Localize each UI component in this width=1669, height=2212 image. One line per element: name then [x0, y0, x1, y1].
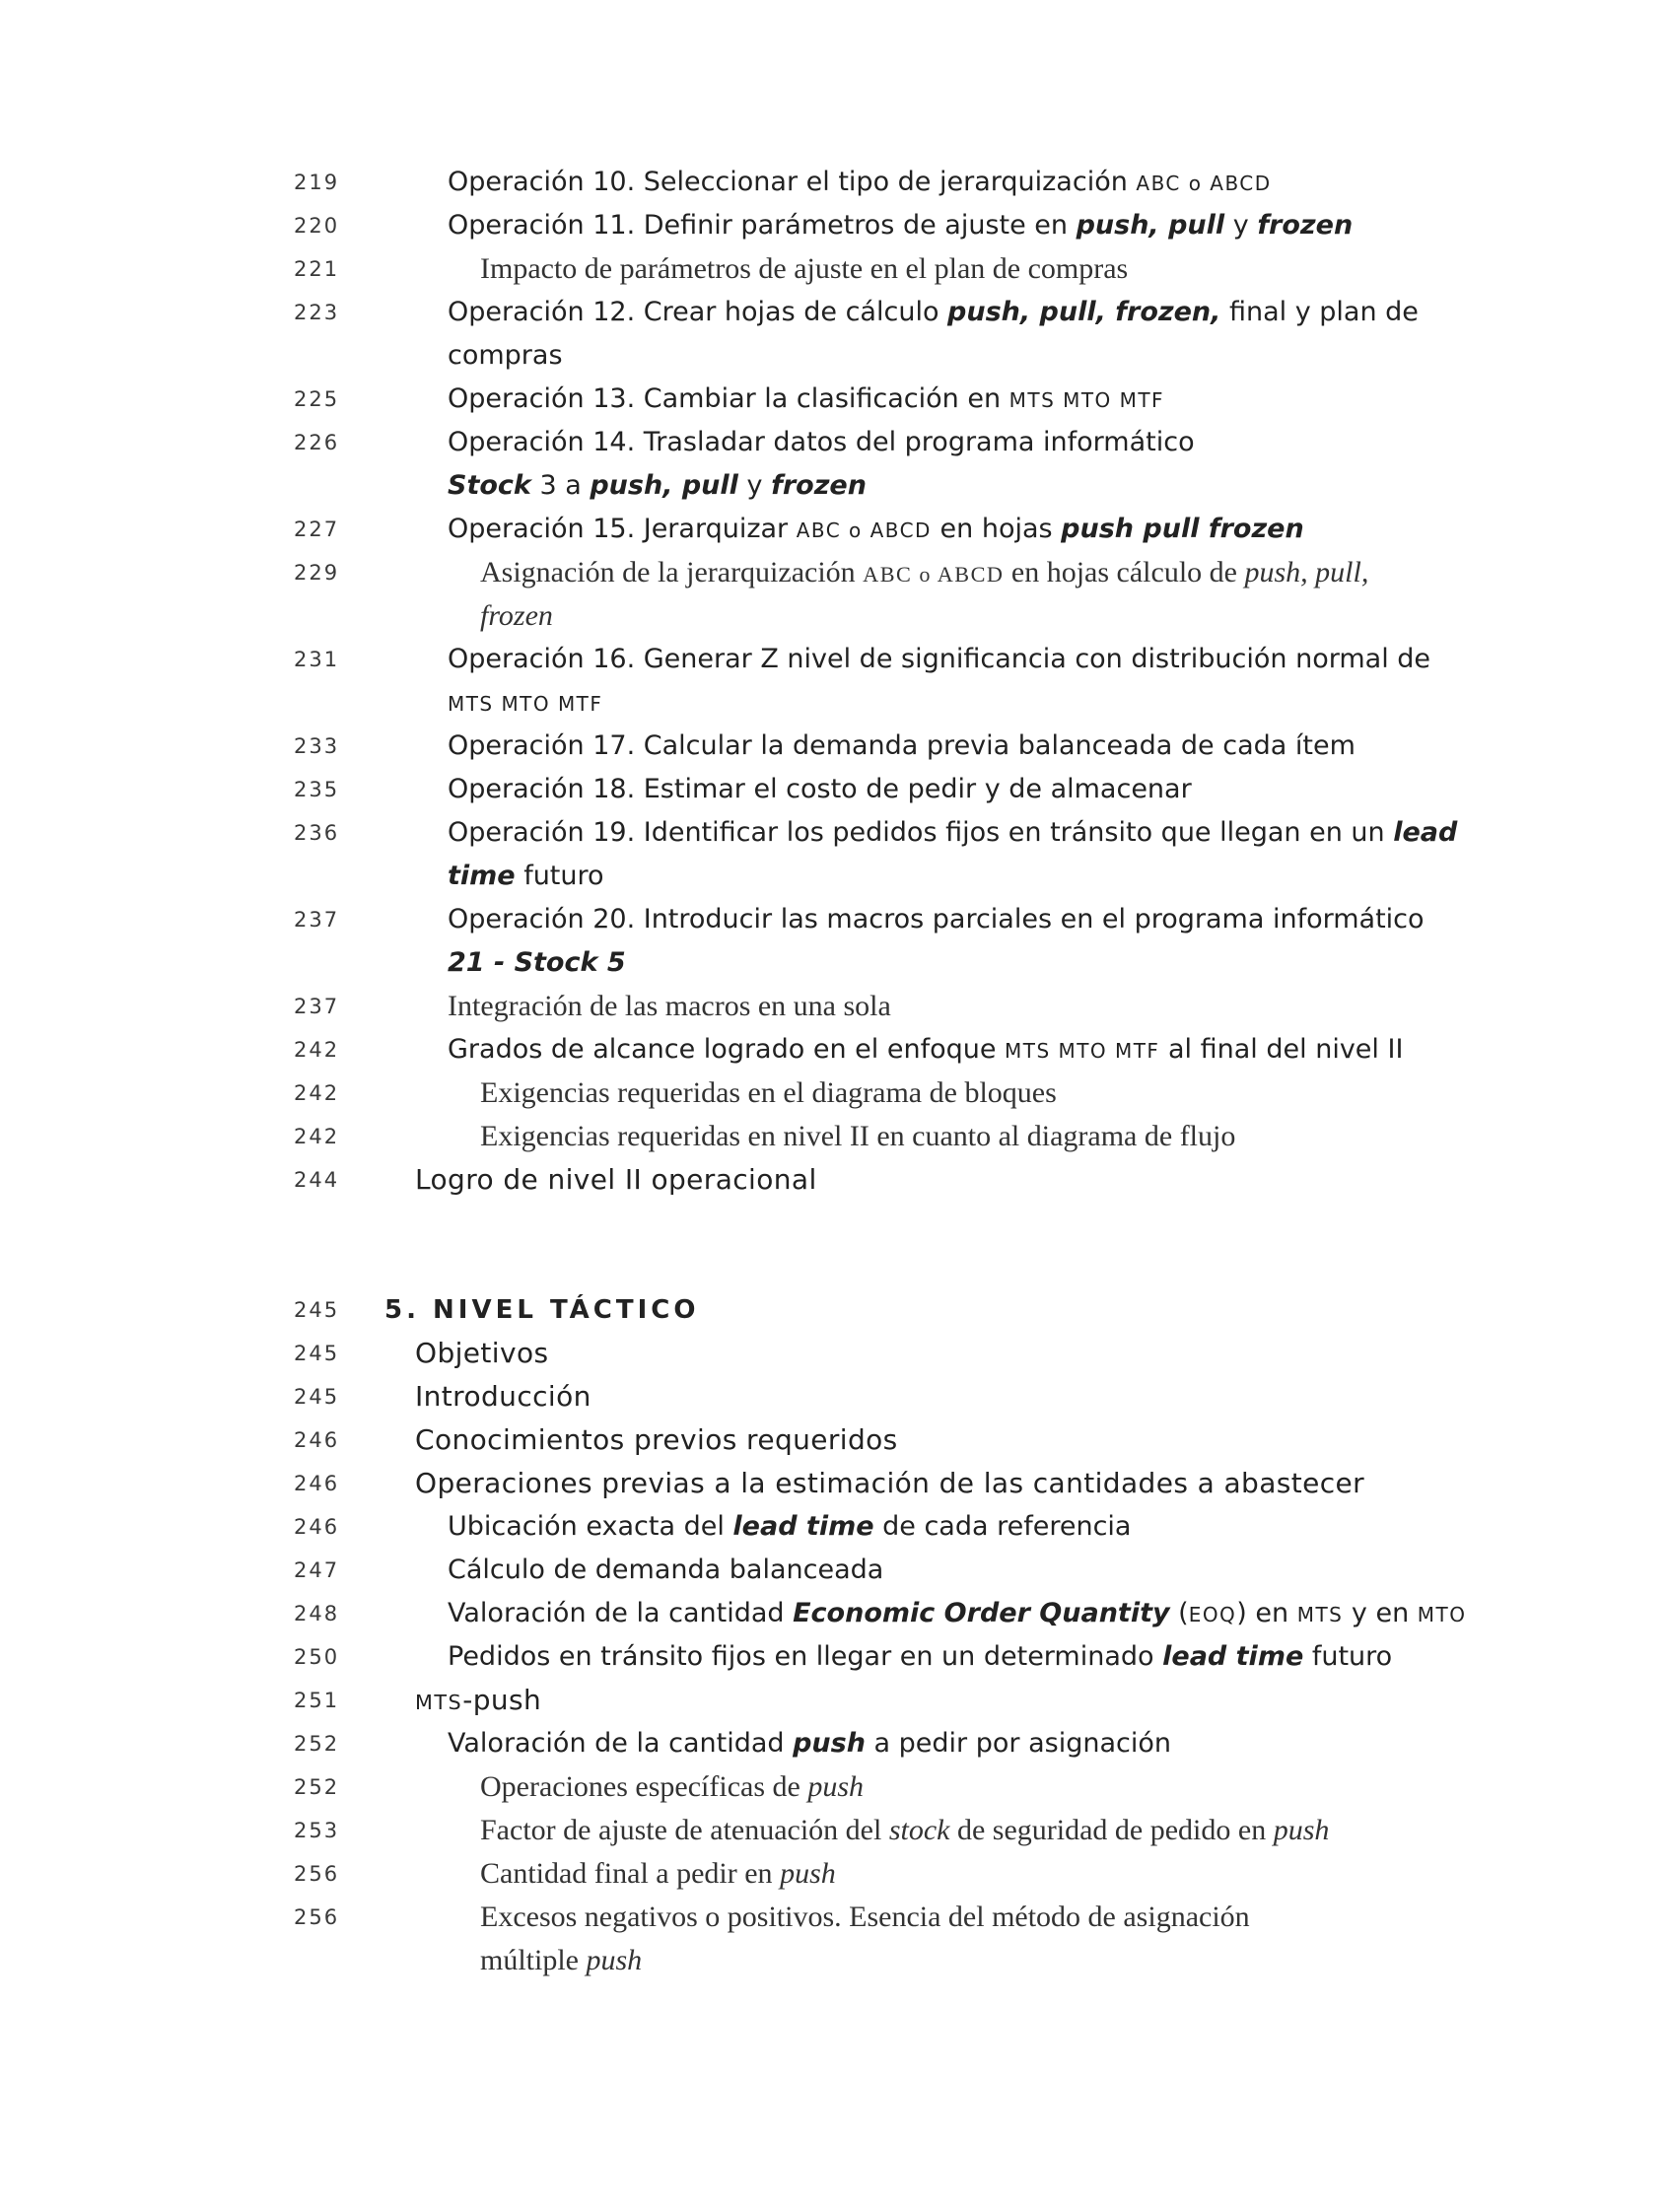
toc-page-number: 256 [294, 1905, 340, 1929]
toc-entry [0, 1375, 1669, 1418]
toc-text-segment: Operaciones previas a la estimación de las cantidades a abastecer [415, 1467, 1365, 1499]
toc-entry-title [448, 378, 1164, 422]
toc-text-segment: push, pull [590, 470, 738, 501]
toc-entry [0, 1288, 1669, 1332]
toc-text-segment: Stock [448, 470, 531, 501]
toc-entry-title [480, 1896, 1250, 1939]
toc-page-number: 219 [294, 171, 340, 194]
toc-page-number: 246 [294, 1472, 340, 1495]
toc-text-segment: Cantidad final a pedir en [480, 1857, 781, 1890]
toc-text-segment: lead [1393, 817, 1458, 848]
toc-text-segment: Operación 12. Crear hojas de cálculo [448, 297, 948, 327]
toc-entry [0, 1549, 1669, 1592]
toc-text-segment: MTS MTO MTF [1008, 388, 1165, 412]
toc-page-number: 226 [294, 431, 340, 454]
toc-entry-title [448, 508, 1304, 552]
toc-entry-title [480, 1852, 836, 1896]
toc-entry [0, 1722, 1669, 1765]
toc-text-segment: de seguridad de pedido en [949, 1814, 1274, 1846]
toc-entry [0, 1462, 1669, 1505]
toc-entry-title [448, 638, 1430, 681]
toc-entry-title [480, 1071, 1057, 1115]
toc-page-number: 235 [294, 778, 340, 801]
toc-entry [0, 985, 1669, 1028]
toc-text-segment: stock [888, 1814, 950, 1846]
toc-entry-title [448, 464, 867, 508]
toc-page-number: 242 [294, 1038, 340, 1062]
toc-text-segment: Cálculo de demanda balanceada [448, 1555, 884, 1585]
toc-text-segment: Operación 20. Introducir las macros parciales en el programa informático [448, 904, 1425, 934]
toc-entry-title [480, 247, 1128, 291]
toc-text-segment: Operación 15. Jerarquizar [448, 514, 797, 544]
toc-text-segment: Operación 10. Seleccionar el tipo de jerarquización [448, 167, 1137, 197]
toc-text-segment: futuro [1303, 1641, 1393, 1672]
toc-text-segment: y [1224, 210, 1258, 241]
toc-text-segment: MTO [1417, 1603, 1467, 1626]
toc-page-number: 229 [294, 561, 340, 585]
toc-page-number: 237 [294, 995, 340, 1018]
toc-text-segment: ABC [1136, 172, 1181, 195]
toc-text-segment: EOQ [1188, 1603, 1237, 1626]
toc-text-segment: en hojas [931, 514, 1062, 544]
toc-page-number: 231 [294, 648, 340, 671]
toc-text-segment: Logro de nivel II operacional [415, 1163, 817, 1196]
toc-text-segment: ) en [1236, 1598, 1297, 1628]
toc-text-segment: frozen [1257, 210, 1354, 241]
toc-entry [0, 1896, 1669, 1976]
toc-entry-title [448, 898, 1425, 941]
toc-text-segment: lead time [1162, 1641, 1304, 1672]
toc-text-segment: 3 a [530, 470, 591, 501]
toc-entry [0, 1028, 1669, 1071]
toc-text-segment: -push [462, 1684, 542, 1716]
toc-text-segment: compras [448, 340, 563, 371]
toc-page-number: 248 [294, 1602, 340, 1625]
toc-entry [0, 291, 1669, 371]
toc-text-segment: frozen [771, 470, 867, 501]
toc-entry-title [448, 1635, 1392, 1679]
toc-entry-title [448, 1722, 1171, 1765]
toc-text-segment: Economic Order Quantity [793, 1598, 1170, 1628]
toc-text-segment: push [586, 1944, 643, 1976]
toc-page-number: 242 [294, 1125, 340, 1148]
toc-text-segment: MTS [415, 1691, 463, 1714]
toc-text-segment: ABC o ABCD [863, 562, 1005, 587]
toc-entry-title [448, 681, 602, 726]
toc-page-number: 245 [294, 1298, 340, 1322]
toc-text-segment: time [448, 861, 516, 891]
toc-text-segment: Ubicación exacta del [448, 1511, 733, 1542]
toc-text-segment: push [807, 1770, 865, 1803]
toc-page-number: 227 [294, 518, 340, 541]
toc-page-number: 247 [294, 1558, 340, 1582]
toc-text-segment: Exigencias requeridas en nivel II en cuanto al diagrama de flujo [480, 1120, 1236, 1152]
toc-entry-title [448, 941, 626, 985]
toc-text-segment: Valoración de la cantidad [448, 1728, 794, 1759]
toc-text-segment: Asignación de la jerarquización [480, 556, 864, 588]
toc-entry-title [448, 1028, 1403, 1072]
toc-entry [0, 247, 1669, 291]
toc-text-segment: push, pull, [1244, 556, 1369, 588]
toc-entry [0, 638, 1669, 716]
toc-text-segment: y en [1343, 1598, 1418, 1628]
toc-entry-title [448, 725, 1356, 768]
toc-text-segment: en hojas cálculo de [1004, 556, 1245, 588]
toc-entry-title [448, 1549, 883, 1592]
toc-text-segment: push pull frozen [1061, 514, 1304, 544]
toc-page-number: 237 [294, 908, 340, 932]
toc-page-number: 223 [294, 301, 340, 324]
toc-entry [0, 1765, 1669, 1809]
toc-page-number: 233 [294, 734, 340, 758]
toc-text-segment: push [793, 1728, 866, 1759]
toc-text-segment: Grados de alcance logrado en el enfoque [448, 1034, 1006, 1065]
toc-entry-title [415, 1158, 817, 1202]
toc-text-segment: Operación 18. Estimar el costo de pedir y de almacenar [448, 774, 1192, 804]
toc-entry [0, 1115, 1669, 1158]
toc-entry-title [415, 1462, 1364, 1505]
toc-entry [0, 378, 1669, 421]
toc-page-number: 225 [294, 387, 340, 411]
toc-page-number: 250 [294, 1645, 340, 1669]
toc-entry [0, 1592, 1669, 1635]
toc-entry-title [480, 1115, 1235, 1158]
toc-text-segment: 5. NIVEL TÁCTICO [384, 1295, 700, 1325]
toc-entry-title [448, 1592, 1466, 1636]
toc-entry [0, 421, 1669, 501]
toc-entry-title [415, 1679, 541, 1724]
toc-text-segment: de cada referencia [873, 1511, 1132, 1542]
toc-text-segment: Operación 14. Trasladar datos del programa informático [448, 427, 1195, 457]
toc-text-segment: MTS MTO MTF [1005, 1039, 1160, 1063]
toc-text-segment: push, pull [1076, 210, 1225, 241]
toc-entry [0, 1852, 1669, 1896]
toc-text-segment: Impacto de parámetros de ajuste en el plan de compras [480, 252, 1129, 285]
toc-entry-title [448, 334, 563, 378]
toc-text-segment: Operación 11. Definir parámetros de ajuste en [448, 210, 1077, 241]
toc-entry [0, 725, 1669, 768]
toc-page-number: 246 [294, 1515, 340, 1539]
toc-entry [0, 1332, 1669, 1375]
toc-text-segment: Factor de ajuste de atenuación del [480, 1814, 889, 1846]
toc-page-number: 236 [294, 821, 340, 845]
toc-entry-title [448, 204, 1353, 247]
toc-entry-title [448, 161, 1272, 205]
toc-entry [0, 508, 1669, 551]
toc-entry-title [480, 551, 1368, 596]
toc-text-segment: Operación 13. Cambiar la clasificación en [448, 383, 1009, 414]
toc-page-number: 245 [294, 1342, 340, 1365]
toc-page-number: 252 [294, 1732, 340, 1756]
toc-entry-title [480, 1939, 642, 1982]
toc-entry-title [415, 1418, 898, 1462]
toc-entry-title [415, 1332, 548, 1375]
toc-text-segment: Operación 16. Generar Z nivel de significancia con distribución normal de [448, 644, 1431, 674]
toc-text-segment: al final del nivel II [1159, 1034, 1404, 1065]
toc-page-number: 244 [294, 1168, 340, 1192]
toc-entry-title [448, 985, 891, 1028]
toc-text-segment: ABC o ABCD [796, 518, 932, 542]
toc-entry-title [415, 1375, 591, 1418]
toc-text-segment: Exigencias requeridas en el diagrama de bloques [480, 1076, 1057, 1109]
toc-text-segment: Integración de las macros en una sola [448, 990, 891, 1022]
toc-entry [0, 898, 1669, 978]
toc-page-number: 220 [294, 214, 340, 238]
toc-page-number: 252 [294, 1775, 340, 1799]
toc-text-segment: push, pull, frozen, [947, 297, 1221, 327]
toc-entry [0, 1505, 1669, 1549]
toc-entry [0, 161, 1669, 204]
toc-entry [0, 1809, 1669, 1852]
toc-text-segment: futuro [515, 861, 604, 891]
toc-text-segment: y [737, 470, 772, 501]
toc-text-segment: ( [1169, 1598, 1189, 1628]
toc-text-segment: final y plan de [1220, 297, 1419, 327]
toc-text-segment: push [1273, 1814, 1330, 1846]
toc-text-segment: Conocimientos previos requeridos [415, 1423, 898, 1456]
toc-page-number: 246 [294, 1428, 340, 1452]
toc-page-number: 253 [294, 1819, 340, 1842]
toc-text-segment: lead time [732, 1511, 874, 1542]
toc-page-number: 242 [294, 1081, 340, 1105]
toc-entry [0, 1158, 1669, 1202]
toc-entry-title [448, 1505, 1131, 1549]
toc-entry [0, 1071, 1669, 1115]
toc-text-segment: Operaciones específicas de [480, 1770, 808, 1803]
toc-text-segment: Valoración de la cantidad [448, 1598, 794, 1628]
toc-entry [0, 1679, 1669, 1722]
toc-text-segment: 21 - Stock 5 [448, 947, 626, 978]
toc-page-number: 256 [294, 1862, 340, 1886]
toc-entry-title [448, 421, 1195, 464]
toc-text-segment: múltiple [480, 1944, 587, 1976]
toc-entry-title [448, 291, 1419, 334]
toc-text-segment: Excesos negativos o positivos. Esencia del método de asignación [480, 1901, 1250, 1933]
toc-entry [0, 1635, 1669, 1679]
toc-entry-title [480, 1765, 864, 1809]
toc-entry [0, 768, 1669, 811]
toc-entry-title [480, 594, 553, 638]
toc-text-segment: o [1180, 172, 1211, 195]
toc-text-segment: MTS [1296, 1603, 1344, 1626]
toc-text-segment: Pedidos en tránsito fijos en llegar en un determinado [448, 1641, 1163, 1672]
toc-text-segment: Objetivos [415, 1337, 549, 1369]
toc-entry [0, 551, 1669, 632]
toc-entry [0, 1418, 1669, 1462]
toc-text-segment: MTS MTO MTF [448, 692, 603, 716]
toc-entry-title [448, 811, 1457, 855]
chapter-heading [384, 1288, 699, 1332]
toc-page-number: 251 [294, 1689, 340, 1712]
toc-text-segment: Operación 19. Identificar los pedidos fijos en tránsito que llegan en un [448, 817, 1394, 848]
toc-entry [0, 204, 1669, 247]
toc-text-segment: ABCD [1210, 172, 1272, 195]
toc-entry-title [480, 1809, 1329, 1852]
toc-text-segment: a pedir por asignación [865, 1728, 1171, 1759]
toc-page-number: 245 [294, 1385, 340, 1409]
toc-text-segment: Operación 17. Calcular la demanda previa balanceada de cada ítem [448, 730, 1356, 761]
toc-entry [0, 811, 1669, 891]
toc-text-segment: frozen [480, 599, 553, 632]
toc-page-number: 221 [294, 257, 340, 281]
toc-entry-title [448, 855, 604, 898]
toc-text-segment: push [780, 1857, 836, 1890]
toc-text-segment: Introducción [415, 1380, 591, 1413]
toc-entry-title [448, 768, 1192, 811]
